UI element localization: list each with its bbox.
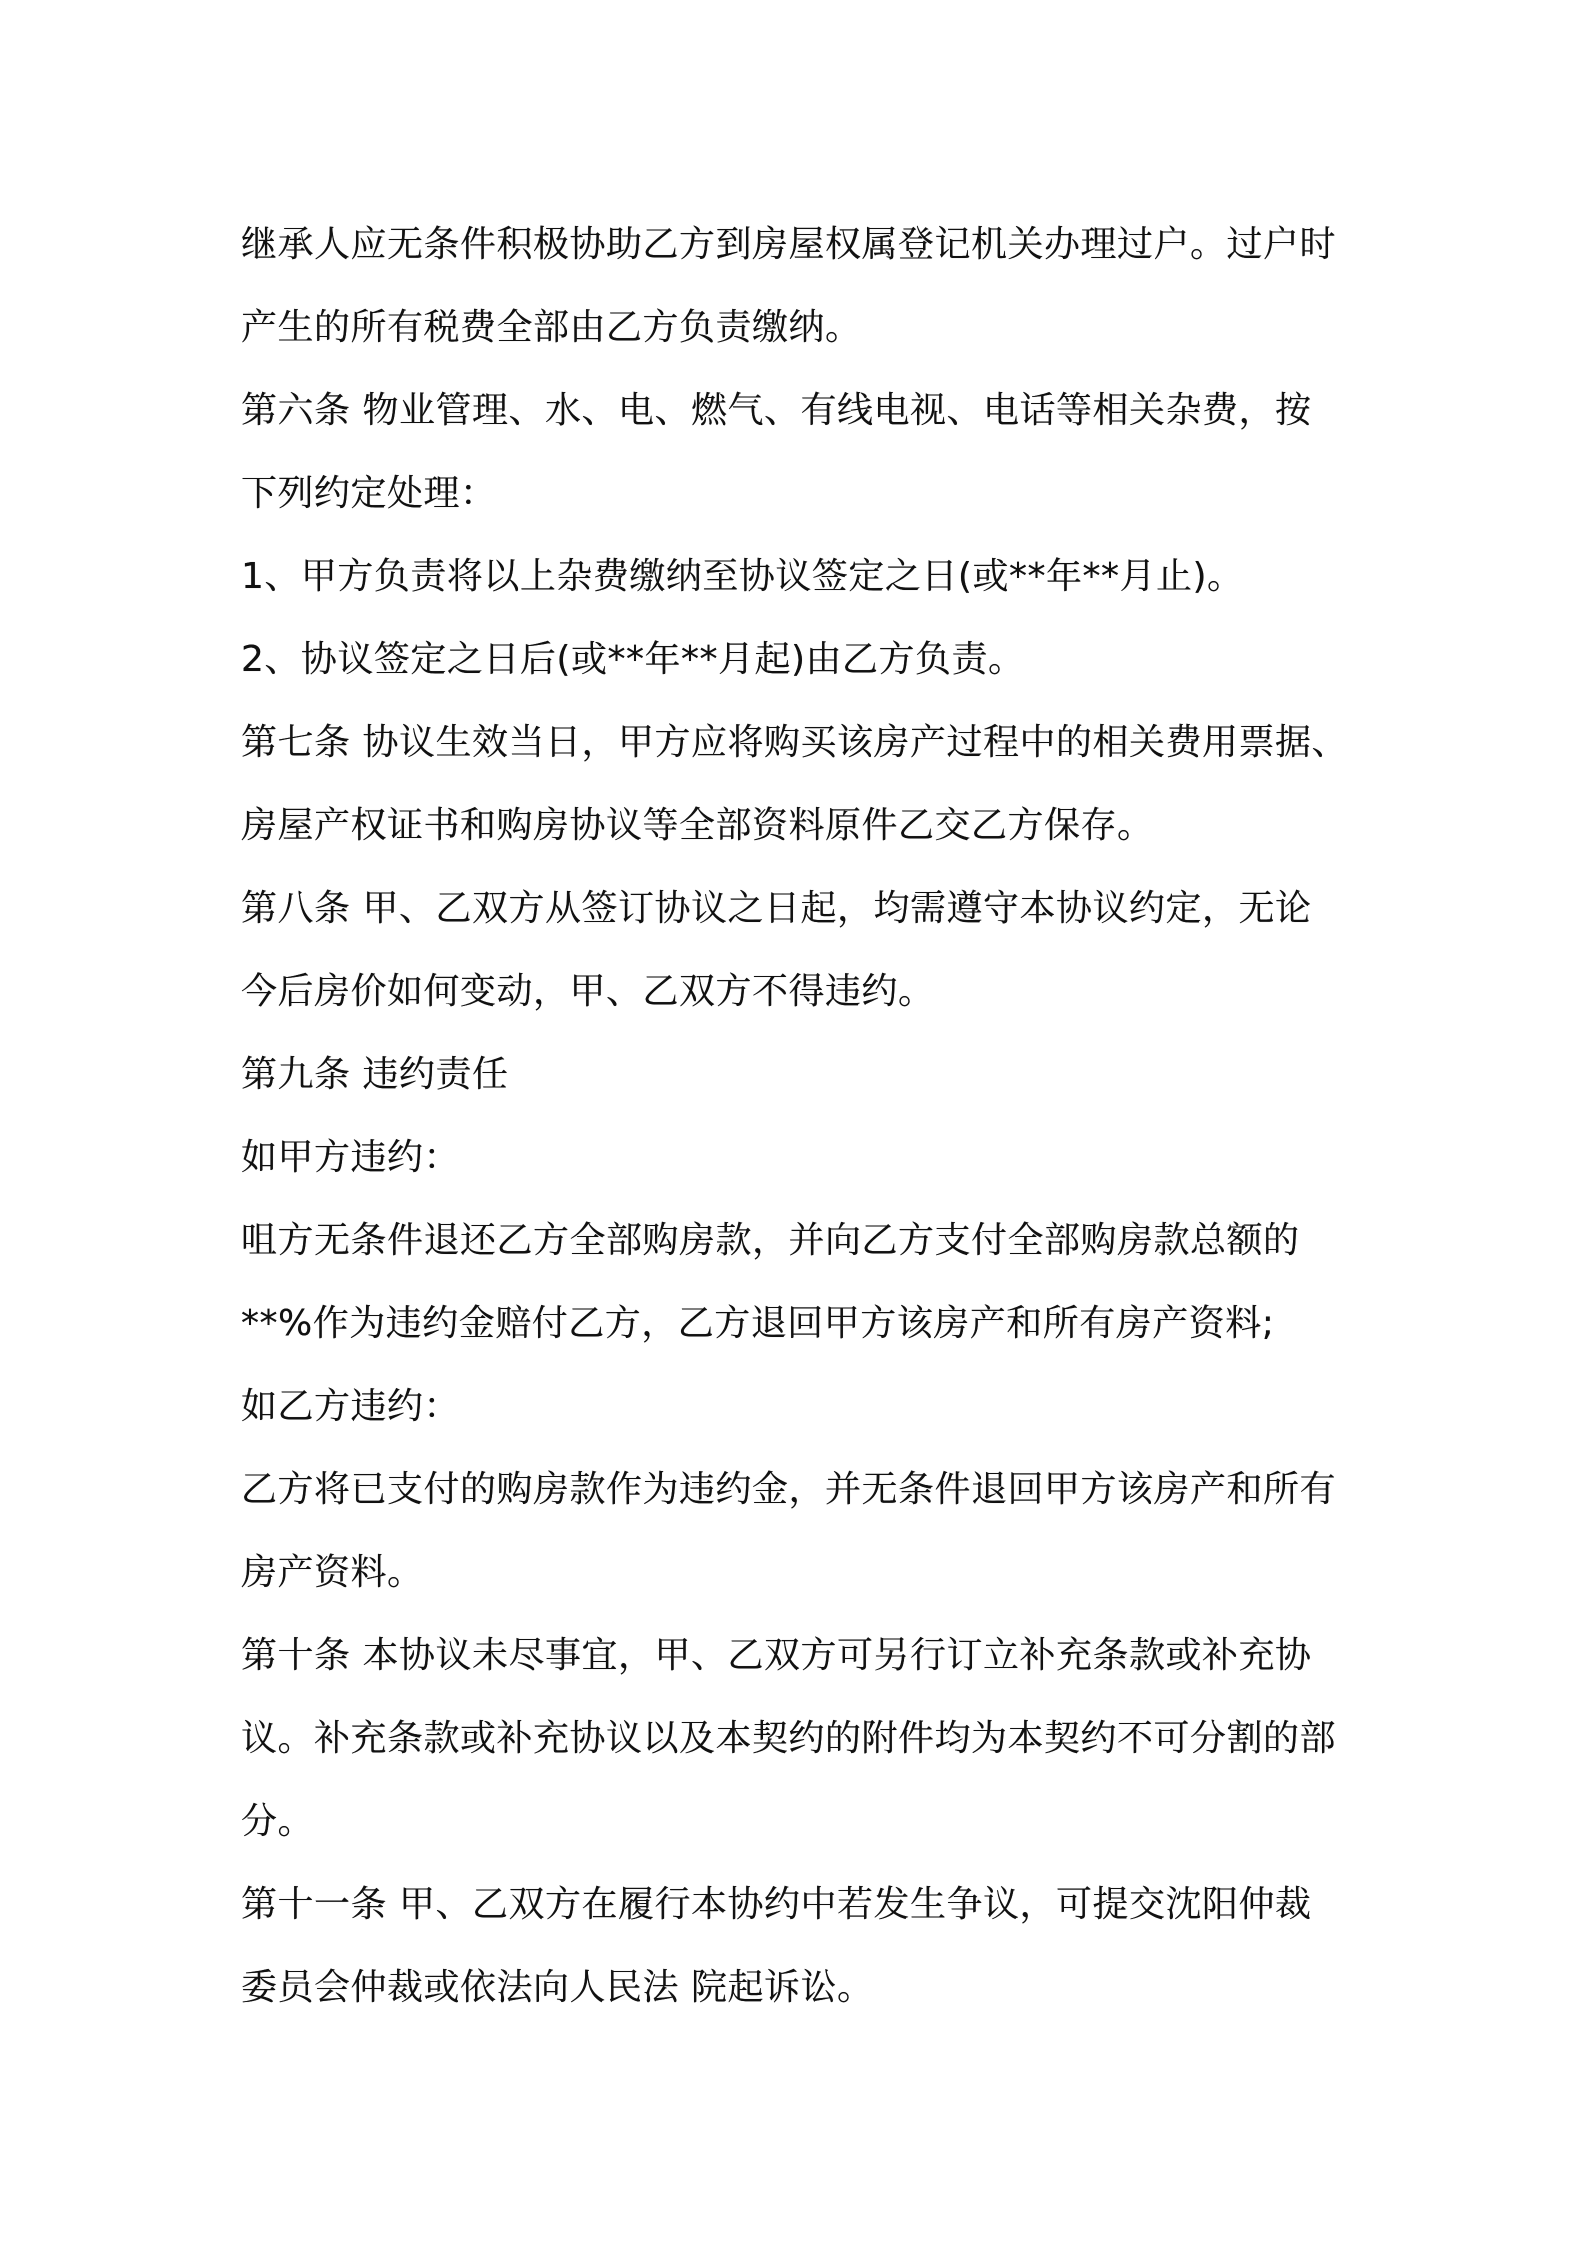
text-line: **%作为违约金赔付乙方，乙方退回甲方该房产和所有房产资料;	[241, 1303, 1275, 1344]
clause-9-heading-line: 第九条 违约责任	[241, 1054, 509, 1095]
text-line: 下列约定处理：	[241, 473, 497, 514]
text-line: 议。补充条款或补充协议以及本契约的附件均为本契约不可分割的部	[241, 1718, 1337, 1759]
document-body	[241, 203, 1371, 2029]
clause-6-heading-line: 第六条 物业管理、水、电、燃气、有线电视、电话等相关杂费，按	[241, 390, 1312, 431]
party-b-breach-heading: 如乙方违约：	[241, 1386, 461, 1427]
text-line: 委员会仲裁或依法向人民法 院起诉讼。	[241, 1967, 874, 2008]
clause-11-heading-line: 第十一条 甲、乙双方在履行本协约中若发生争议，可提交沈阳仲裁	[241, 1884, 1312, 1925]
text-line: 咀方无条件退还乙方全部购房款，并向乙方支付全部购房款总额的	[241, 1220, 1300, 1261]
clause-8-heading-line: 第八条 甲、乙双方从签订协议之日起，均需遵守本协议约定，无论	[241, 888, 1312, 929]
list-item-1: 1、甲方负责将以上杂费缴纳至协议签定之日(或**年**月止)。	[241, 556, 1244, 597]
text-line: 继承人应无条件积极协助乙方到房屋权属登记机关办理过户。过户时	[241, 224, 1337, 265]
clause-7-heading-line: 第七条 协议生效当日，甲方应将购买该房产过程中的相关费用票据、	[241, 722, 1348, 763]
text-line: 分。	[241, 1801, 315, 1842]
text-line: 乙方将已支付的购房款作为违约金，并无条件退回甲方该房产和所有	[241, 1469, 1337, 1510]
text-line: 房屋产权证书和购房协议等全部资料原件乙交乙方保存。	[241, 805, 1154, 846]
text-line: 房产资料。	[241, 1552, 424, 1593]
list-item-2: 2、协议签定之日后(或**年**月起)由乙方负责。	[241, 639, 1025, 680]
clause-10-heading-line: 第十条 本协议未尽事宜，甲、乙双方可另行订立补充条款或补充协	[241, 1635, 1312, 1676]
text-line: 产生的所有税费全部由乙方负责缴纳。	[241, 307, 862, 348]
party-a-breach-heading: 如甲方违约：	[241, 1137, 461, 1178]
text-line: 今后房价如何变动，甲、乙双方不得违约。	[241, 971, 935, 1012]
